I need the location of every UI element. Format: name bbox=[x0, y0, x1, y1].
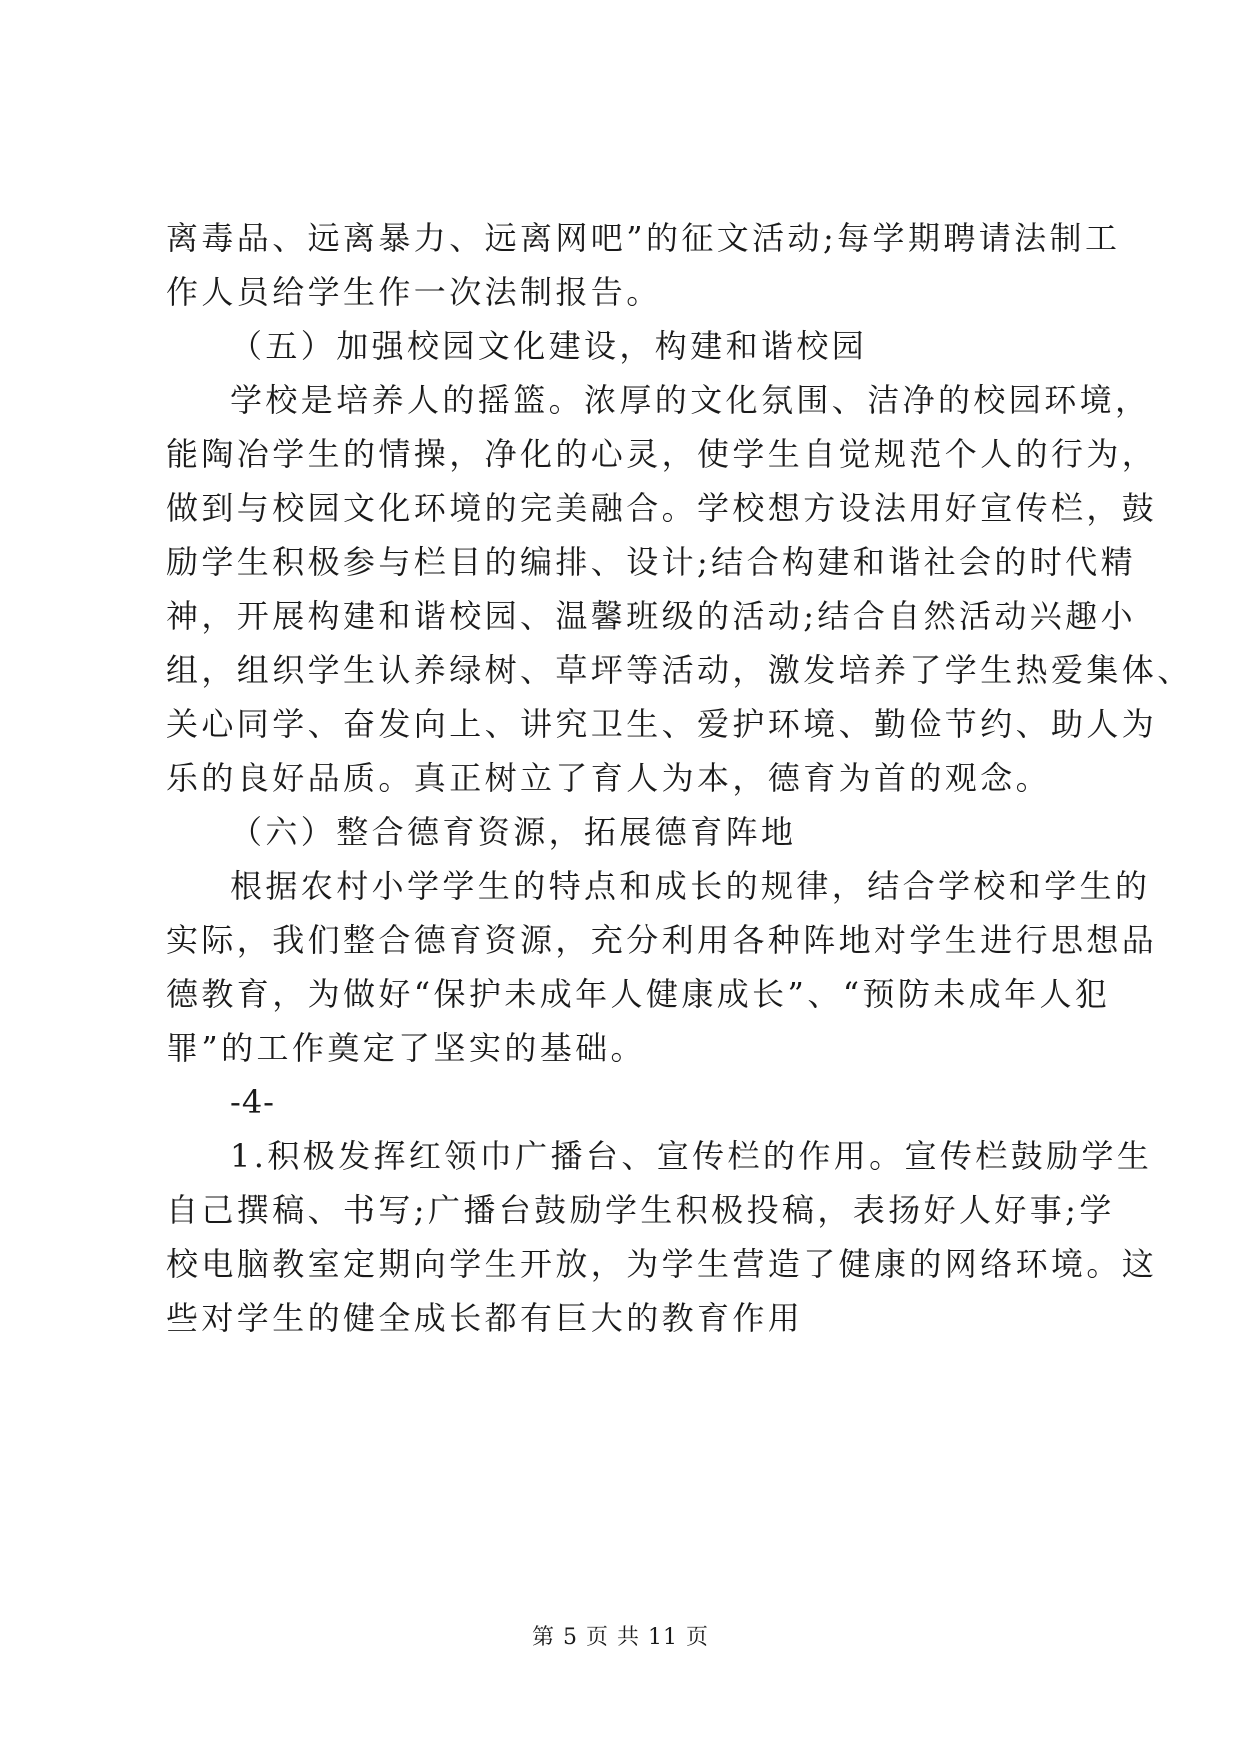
body-line: 能陶冶学生的情操，净化的心灵，使学生自觉规范个人的行为， bbox=[166, 435, 1158, 473]
body-line: 关心同学、奋发向上、讲究卫生、爱护环境、勤俭节约、助人为 bbox=[166, 705, 1158, 743]
paragraph-first-line: 根据农村小学学生的特点和成长的规律，结合学校和学生的 bbox=[230, 867, 1151, 905]
page-footer: 第 5 页 共 11 页 bbox=[532, 1625, 709, 1650]
body-line: 实际，我们整合德育资源，充分利用各种阵地对学生进行思想品 bbox=[166, 921, 1158, 959]
inline-page-number: -4- bbox=[230, 1083, 275, 1121]
body-line: 校电脑教室定期向学生开放，为学生营造了健康的网络环境。这 bbox=[166, 1245, 1158, 1283]
section-heading-5: （五）加强校园文化建设，构建和谐校园 bbox=[230, 327, 868, 365]
body-line: 罪”的工作奠定了坚实的基础。 bbox=[166, 1029, 646, 1067]
body-line: 乐的良好品质。真正树立了育人为本，德育为首的观念。 bbox=[166, 759, 1052, 797]
body-line: 作人员给学生作一次法制报告。 bbox=[166, 273, 662, 311]
body-line: 组，组织学生认养绿树、草坪等活动，激发培养了学生热爱集体、 bbox=[166, 651, 1193, 689]
body-line: 离毒品、远离暴力、远离网吧”的征文活动;每学期聘请法制工 bbox=[166, 219, 1121, 257]
body-line: 做到与校园文化环境的完美融合。学校想方设法用好宣传栏，鼓 bbox=[166, 489, 1158, 527]
paragraph-first-line: 学校是培养人的摇篮。浓厚的文化氛围、洁净的校园环境， bbox=[230, 381, 1151, 419]
body-line: 德教育，为做好“保护未成年人健康成长”、“预防未成年人犯 bbox=[166, 975, 1111, 1013]
section-heading-6: （六）整合德育资源，拓展德育阵地 bbox=[230, 813, 797, 851]
body-line: 励学生积极参与栏目的编排、设计;结合构建和谐社会的时代精 bbox=[166, 543, 1136, 581]
body-line: 些对学生的健全成长都有巨大的教育作用 bbox=[166, 1299, 804, 1337]
body-line: 自己撰稿、书写;广播台鼓励学生积极投稿，表扬好人好事;学 bbox=[166, 1191, 1115, 1229]
body-line: 神，开展构建和谐校园、温馨班级的活动;结合自然活动兴趣小 bbox=[166, 597, 1136, 635]
paragraph-first-line: 1.积极发挥红领巾广播台、宣传栏的作用。宣传栏鼓励学生 bbox=[230, 1137, 1153, 1175]
